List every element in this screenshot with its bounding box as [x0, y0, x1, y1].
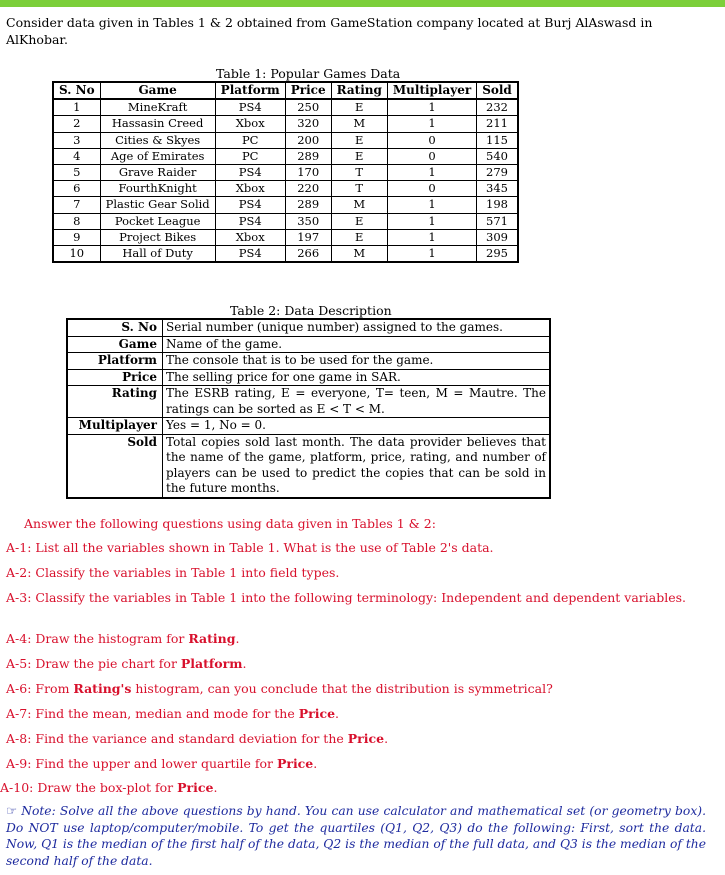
- table-cell: 211: [477, 116, 518, 132]
- variable-name: Platform: [67, 353, 163, 370]
- table-cell: 232: [477, 99, 518, 116]
- question-text: Draw the box-plot for: [37, 780, 178, 795]
- question-id: A-4:: [6, 631, 36, 646]
- table-cell: 289: [285, 148, 331, 164]
- variable-description: The selling price for one game in SAR.: [163, 369, 551, 386]
- table-cell: PC: [215, 132, 285, 148]
- question-item: [0, 780, 700, 796]
- question-item: [6, 565, 706, 581]
- table2-caption: Table 2: Data Description: [230, 303, 392, 318]
- table-cell: Hassasin Creed: [100, 116, 215, 132]
- table1-header-cell: Price: [285, 82, 331, 99]
- question-text: Find the variance and standard deviation for the: [35, 731, 348, 746]
- question-id: A-7:: [6, 706, 36, 721]
- variable-name: Rating: [67, 386, 163, 418]
- table-cell: 198: [477, 197, 518, 213]
- question-item: [6, 590, 706, 606]
- table-cell: PS4: [215, 245, 285, 262]
- table1-header-cell: Game: [100, 82, 215, 99]
- note-paragraph: [6, 803, 706, 869]
- table-row: [67, 434, 550, 498]
- table-cell: 320: [285, 116, 331, 132]
- variable-description: Yes = 1, No = 0.: [163, 418, 551, 435]
- table-cell: 7: [53, 197, 100, 213]
- table-row: [67, 369, 550, 386]
- table-cell: Hall of Duty: [100, 245, 215, 262]
- table-cell: Cities & Skyes: [100, 132, 215, 148]
- variable-name: Multiplayer: [67, 418, 163, 435]
- table-row: [53, 116, 518, 132]
- hand-pointer-icon: ☞: [6, 804, 18, 818]
- table-cell: 6: [53, 181, 100, 197]
- table-row: [67, 386, 550, 418]
- table-cell: PS4: [215, 99, 285, 116]
- question-id: A-9:: [6, 756, 36, 771]
- variable-name: Sold: [67, 434, 163, 498]
- question-item: [6, 540, 706, 556]
- table-cell: M: [331, 245, 387, 262]
- question-keyword: Rating's: [73, 681, 132, 696]
- table-row: [67, 418, 550, 435]
- question-id: A-8:: [6, 731, 36, 746]
- question-item: [6, 731, 706, 747]
- question-text-after: .: [235, 631, 240, 646]
- table-cell: 1: [387, 213, 476, 229]
- table-row: [53, 181, 518, 197]
- question-item: [6, 706, 706, 722]
- question-id: A-1:: [6, 540, 36, 555]
- table-cell: Xbox: [215, 116, 285, 132]
- question-text-after: histogram, can you conclude that the distribution is symmetrical?: [131, 681, 553, 696]
- table-cell: 279: [477, 164, 518, 180]
- table-cell: 0: [387, 181, 476, 197]
- question-id: A-5:: [6, 656, 36, 671]
- table-cell: E: [331, 213, 387, 229]
- table-cell: E: [331, 148, 387, 164]
- question-keyword: Price: [177, 780, 214, 795]
- question-item: [6, 681, 706, 697]
- table-row: [53, 245, 518, 262]
- table-cell: T: [331, 181, 387, 197]
- table-row: [53, 99, 518, 116]
- table-cell: 571: [477, 213, 518, 229]
- popular-games-table: [52, 81, 519, 263]
- questions-heading: Answer the following questions using data given in Tables 1 & 2:: [24, 516, 436, 531]
- table-cell: Xbox: [215, 181, 285, 197]
- table-cell: 9: [53, 229, 100, 245]
- table1-header-cell: Platform: [215, 82, 285, 99]
- question-keyword: Price: [347, 731, 385, 746]
- table-row: [53, 164, 518, 180]
- table-cell: 5: [53, 164, 100, 180]
- question-item: [6, 656, 706, 672]
- question-id: A-3:: [6, 590, 36, 605]
- table-row: [67, 353, 550, 370]
- table-cell: E: [331, 99, 387, 116]
- question-id: A-6:: [6, 681, 36, 696]
- question-text: Draw the histogram for: [35, 631, 189, 646]
- question-keyword: Price: [298, 706, 336, 721]
- question-keyword: Price: [276, 756, 314, 771]
- question-item: [6, 756, 706, 772]
- intro-paragraph: Consider data given in Tables 1 & 2 obtained from GameStation company located at Burj AlAswasd in AlKhobar.: [6, 15, 653, 47]
- table-cell: 8: [53, 213, 100, 229]
- table-cell: 4: [53, 148, 100, 164]
- question-item: [6, 631, 706, 647]
- table1-header-cell: Sold: [477, 82, 518, 99]
- variable-name: Price: [67, 369, 163, 386]
- question-text: List all the variables shown in Table 1. What is the use of Table 2's data.: [35, 540, 494, 555]
- table-cell: 0: [387, 132, 476, 148]
- question-text-after: .: [384, 731, 389, 746]
- question-id: A-10:: [0, 780, 38, 795]
- data-description-table: [66, 318, 551, 499]
- table-cell: 295: [477, 245, 518, 262]
- table-cell: 197: [285, 229, 331, 245]
- table-cell: 350: [285, 213, 331, 229]
- table-cell: 266: [285, 245, 331, 262]
- variable-description: The console that is to be used for the game.: [163, 353, 551, 370]
- question-text: Classify the variables in Table 1 into the following terminology: Independent and dependent variables.: [35, 590, 686, 605]
- question-text: Classify the variables in Table 1 into field types.: [35, 565, 340, 580]
- table-cell: 115: [477, 132, 518, 148]
- question-text-after: .: [313, 756, 318, 771]
- question-text-after: .: [213, 780, 218, 795]
- table-row: [67, 319, 550, 336]
- table-cell: PS4: [215, 197, 285, 213]
- table-cell: 2: [53, 116, 100, 132]
- table-cell: Xbox: [215, 229, 285, 245]
- table-row: [67, 336, 550, 353]
- table-cell: 1: [387, 99, 476, 116]
- table-cell: 1: [53, 99, 100, 116]
- table-cell: 1: [387, 164, 476, 180]
- table-cell: 540: [477, 148, 518, 164]
- table-cell: Age of Emirates: [100, 148, 215, 164]
- table-row: [53, 132, 518, 148]
- table-cell: PC: [215, 148, 285, 164]
- table-cell: 0: [387, 148, 476, 164]
- table1-header-cell: Multiplayer: [387, 82, 476, 99]
- table-row: [53, 229, 518, 245]
- table-cell: 170: [285, 164, 331, 180]
- question-text: From: [35, 681, 74, 696]
- table-cell: E: [331, 132, 387, 148]
- table-row: [53, 213, 518, 229]
- variable-description: Serial number (unique number) assigned to the games.: [163, 319, 551, 336]
- table-cell: 200: [285, 132, 331, 148]
- table-cell: M: [331, 116, 387, 132]
- table-row: [53, 197, 518, 213]
- table-cell: PS4: [215, 164, 285, 180]
- table1-header-cell: S. No: [53, 82, 100, 99]
- variable-description: The ESRB rating, E = everyone, T= teen, M = Mautre. The ratings can be sorted as E < T < M.: [163, 386, 551, 418]
- table-cell: Grave Raider: [100, 164, 215, 180]
- table-cell: 1: [387, 116, 476, 132]
- variable-name: Game: [67, 336, 163, 353]
- variable-description: Total copies sold last month. The data provider believes that the name of the game, platform, price, rating, and number of players can be used to predict the copies that can be sold in the future months.: [163, 434, 551, 498]
- question-id: A-2:: [6, 565, 36, 580]
- table-cell: Pocket League: [100, 213, 215, 229]
- question-keyword: Rating: [188, 631, 236, 646]
- table-cell: Plastic Gear Solid: [100, 197, 215, 213]
- table-cell: 309: [477, 229, 518, 245]
- table-cell: FourthKnight: [100, 181, 215, 197]
- table-cell: 1: [387, 197, 476, 213]
- variable-description: Name of the game.: [163, 336, 551, 353]
- table-cell: 1: [387, 245, 476, 262]
- table-row: [53, 148, 518, 164]
- variable-name: S. No: [67, 319, 163, 336]
- table-cell: 250: [285, 99, 331, 116]
- table-cell: 345: [477, 181, 518, 197]
- question-keyword: Platform: [180, 656, 243, 671]
- table-cell: MineKraft: [100, 99, 215, 116]
- table-cell: M: [331, 197, 387, 213]
- question-text: Draw the pie chart for: [35, 656, 181, 671]
- table1-header-cell: Rating: [331, 82, 387, 99]
- top-accent-bar: [0, 0, 725, 7]
- table-cell: E: [331, 229, 387, 245]
- question-text: Find the mean, median and mode for the: [35, 706, 299, 721]
- table-cell: 1: [387, 229, 476, 245]
- table-cell: 220: [285, 181, 331, 197]
- table-cell: Project Bikes: [100, 229, 215, 245]
- table-cell: 289: [285, 197, 331, 213]
- note-text: Note: Solve all the above questions by hand. You can use calculator and mathematical set (or geometry box). Do NOT use laptop/computer/mobile. To get the quartiles (Q1, Q2, Q3) do the following: First, sort the data. Now, Q1 is the median of the first half of the data, Q2 is the median of the full data, and Q3 is the median of the second half of the data.: [6, 804, 706, 868]
- question-text-after: .: [242, 656, 247, 671]
- table1-caption: Table 1: Popular Games Data: [216, 66, 401, 81]
- table-cell: 10: [53, 245, 100, 262]
- question-text: Find the upper and lower quartile for: [35, 756, 277, 771]
- table-cell: T: [331, 164, 387, 180]
- table-cell: PS4: [215, 213, 285, 229]
- question-text-after: .: [335, 706, 340, 721]
- table-cell: 3: [53, 132, 100, 148]
